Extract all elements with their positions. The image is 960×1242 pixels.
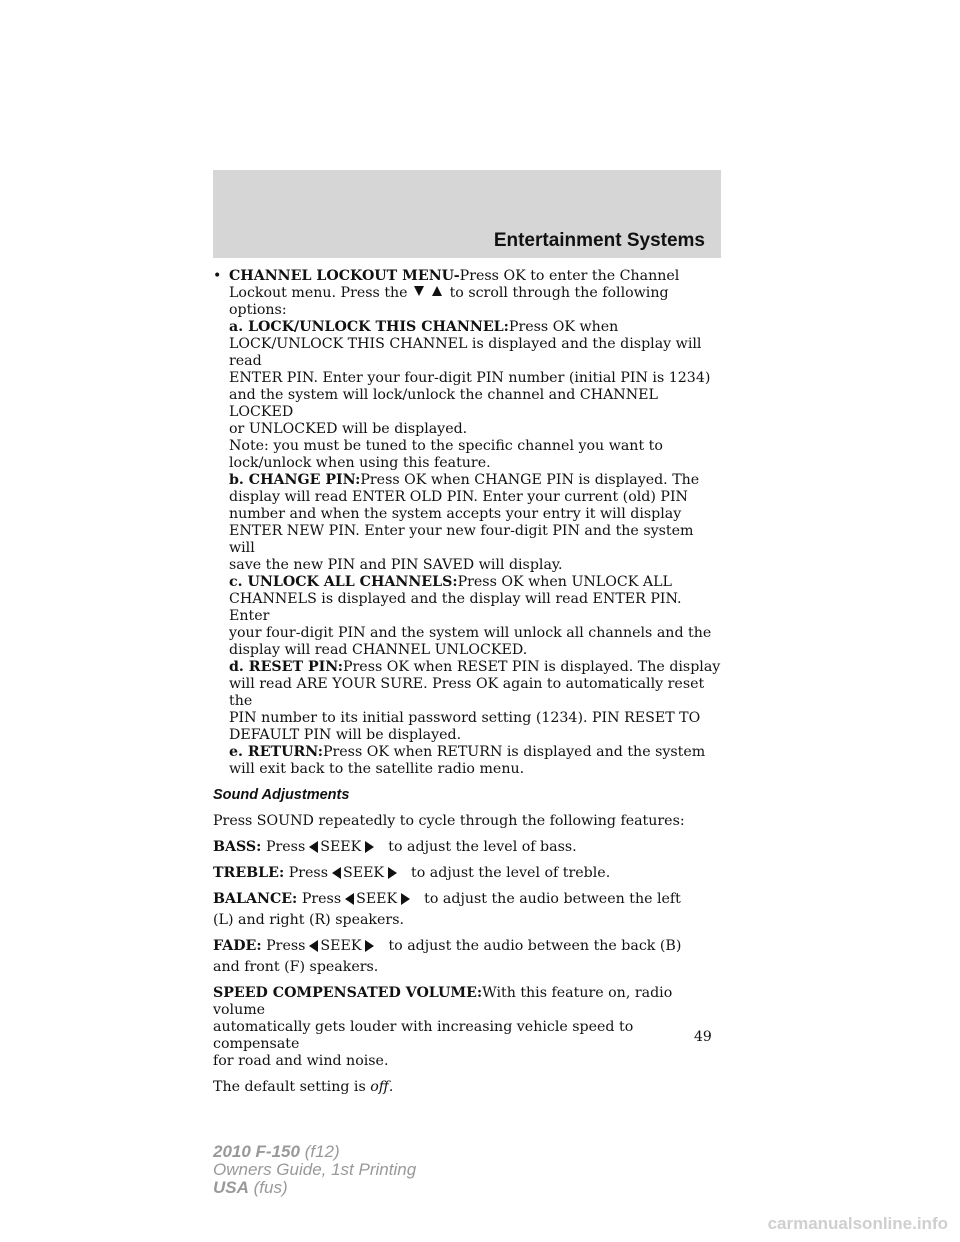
document-footer: 2010 F-150 (f12) Owners Guide, 1st Printing USA (fus) (213, 1142, 417, 1197)
page-number: 49 (694, 1029, 712, 1045)
lockout-option-b: b. CHANGE PIN:Press OK when CHANGE PIN is displayed. The display will read ENTER OLD PIN. Enter your current (old) PIN number and when the system accepts your entry it will display ENTER NEW PIN. Enter your new four-digit PIN and the system will save the new PIN and PIN SAVED will display. (229, 472, 700, 573)
arrow-down-icon (414, 286, 424, 296)
arrow-right-icon (388, 867, 397, 879)
arrow-left-icon (332, 867, 341, 879)
arrow-left-icon (345, 893, 354, 905)
lockout-option-e: e. RETURN:Press OK when RETURN is displayed and the system will exit back to the satellite radio menu. (229, 744, 706, 777)
arrow-right-icon (365, 940, 374, 952)
channel-lockout-title: CHANNEL LOCKOUT MENU- (229, 268, 460, 284)
balance-block: BALANCE: Press SEEK to adjust the audio between the left (L) and right (R) speakers. (213, 891, 681, 928)
bass-line: BASS: Press SEEK to adjust the level of bass. (213, 839, 577, 855)
section-header-bar (213, 170, 721, 258)
watermark: carmanualsonline.info (767, 1214, 948, 1233)
treble-line: TREBLE: Press SEEK to adjust the level of treble. (213, 865, 611, 881)
arrow-left-icon (309, 841, 318, 853)
speed-compensated-volume-block: SPEED COMPENSATED VOLUME:With this feature on, radio volume automatically gets louder with increasing vehicle speed to compensate for road and wind noise. (213, 985, 673, 1069)
section-title: Entertainment Systems (493, 230, 705, 251)
lockout-option-d: d. RESET PIN:Press OK when RESET PIN is displayed. The display will read ARE YOUR SURE. Press OK again to automatically reset the PIN number to its initial password setting (1234). PIN RESET TO DEFAULT PIN will be displayed. (229, 659, 721, 743)
default-setting-line: The default setting is off. (213, 1079, 394, 1095)
sound-intro: Press SOUND repeatedly to cycle through the following features: (213, 813, 685, 829)
bullet-marker: • (213, 268, 222, 284)
arrow-right-icon (401, 893, 410, 905)
arrow-left-icon (309, 940, 318, 952)
page-content (213, 268, 721, 1096)
fade-block: FADE: Press SEEK to adjust the audio between the back (B) and front (F) speakers. (213, 938, 682, 975)
channel-lockout-bullet: • CHANNEL LOCKOUT MENU-Press OK to enter the Channel Lockout menu. Press the to scroll through the following options: a. LOCK/UNLOCK THIS CHANNEL:Press OK when LOCK/UNLOCK THIS CHANNEL is displayed and the display will read ENTER PIN. Enter your four-digit PIN number (initial PIN is 1234) and the system will lock/unlock the channel and CHANNEL LOCKED or UNLOCKED will be displayed. Note: you must be tuned to the specific channel you want to lock/unlock when using this feature. b. CHANGE PIN:Press OK when CHANGE PIN is displayed. The display will read ENTER OLD PIN. Enter your current (old) PIN number and when the system accepts your entry it will display ENTER NEW PIN. Enter your new four-digit PIN and the system will save the new PIN and PIN SAVED will display. c. UNLOCK ALL CHANNELS:Press OK when UNLOCK ALL CHANNELS is displayed and the display will read ENTER PIN. Enter your four-digit PIN and the system will unlock all channels and the display will read CHANNEL UNLOCKED. d. RESET PIN:Press OK when RESET PIN is displayed. The display will read ARE YOUR SURE. Press OK again to automatically reset the PIN number to its initial password setting (1234). PIN RESET TO DEFAULT PIN will be displayed. e. RETURN:Press OK when RETURN is displayed and the system will exit back to the satellite radio menu. (213, 268, 721, 777)
lockout-option-a: a. LOCK/UNLOCK THIS CHANNEL:Press OK when LOCK/UNLOCK THIS CHANNEL is displayed and the display will read ENTER PIN. Enter your four-digit PIN number (initial PIN is 1234) and the system will lock/unlock the channel and CHANNEL LOCKED or UNLOCKED will be displayed. Note: you must be tuned to the specific channel you want to lock/unlock when using this feature. (229, 319, 711, 471)
sound-adjustments-heading: Sound Adjustments (213, 787, 350, 803)
arrow-up-icon (432, 286, 442, 296)
arrow-right-icon (365, 841, 374, 853)
lockout-option-c: c. UNLOCK ALL CHANNELS:Press OK when UNLOCK ALL CHANNELS is displayed and the display will read ENTER PIN. Enter your four-digit PIN and the system will unlock all channels and the display will read CHANNEL UNLOCKED. (229, 574, 712, 658)
